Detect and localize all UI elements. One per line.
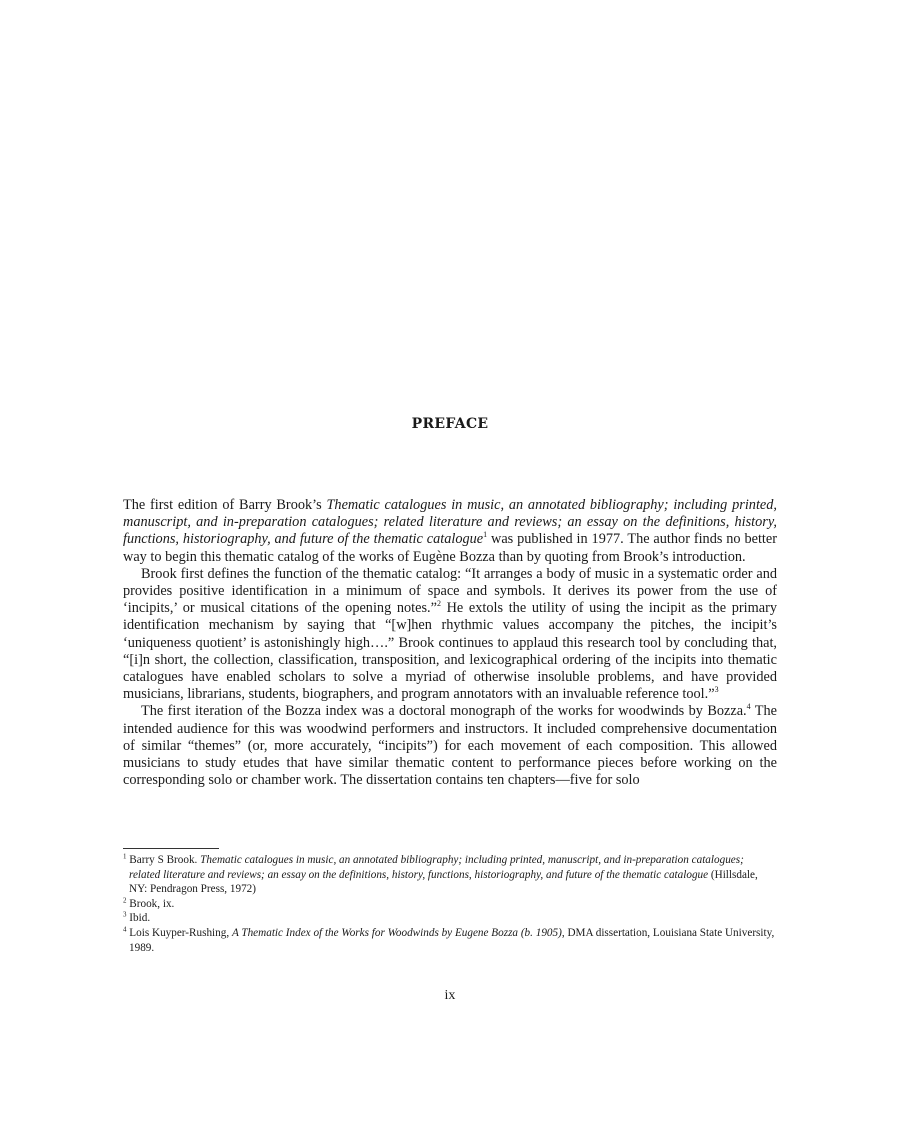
- footnote-title: Thematic catalogues in music, an annotated bibliography; including printed, manuscript, and in-preparation catalogues; related literature and reviews; an essay on the definitions, history, functions, historiography, and future of the thematic catalogue: [129, 854, 744, 881]
- paragraph-text: Brook first defines the function of the thematic catalog: “It arranges a body of music in a systematic order and provides positive identification in a minimum of space and symbols. It derives its power from the use of ‘incipits,’ or musical citations of the opening notes.”: [123, 565, 777, 617]
- footnote-text: Lois Kuyper-Rushing,: [126, 926, 232, 939]
- footnote-text: Barry S Brook.: [126, 854, 201, 866]
- footnote-3: [123, 911, 777, 926]
- footnote-text: (Hillsdale, NY: Pendragon Press, 1972): [129, 868, 758, 896]
- footnote-text: Ibid.: [126, 912, 151, 925]
- paragraph-text: The intended audience for this was woodwind performers and instructors. It included comprehensive documentation of similar “themes” (or, more accurately, “incipits”) for each movement of each composition. This allowed musicians to study etudes that have similar thematic content to performance pieces before working on the corresponding solo or chamber work. The dissertation contains ten chapters—five for solo: [123, 703, 777, 789]
- footnote-title: A Thematic Index of the Works for Woodwinds by Eugene Bozza (b. 1905): [231, 926, 562, 939]
- footnote-ref[interactable]: 3: [714, 685, 719, 695]
- footnote-ref[interactable]: 4: [746, 702, 751, 712]
- paragraph-text: The first edition of Barry Brook’s: [123, 497, 327, 513]
- page-number: ix: [444, 988, 456, 1003]
- footnote-number: 2: [123, 896, 127, 905]
- footnote-number: 4: [123, 925, 127, 934]
- footnote-ref[interactable]: 1: [483, 530, 488, 540]
- footnote-ref[interactable]: 2: [436, 599, 441, 609]
- book-title: Thematic catalogues in music, an annotated bibliography; including printed, manuscript, and in-preparation catalogues; related literature and reviews; an essay on the definitions, history, functions, historiography, and future of the thematic catalogue: [123, 497, 777, 548]
- footnote-divider: [123, 848, 219, 849]
- footnote-text: , DMA dissertation, Louisiana State University, 1989.: [129, 926, 775, 954]
- footnote-number: 1: [123, 852, 127, 861]
- footnote-number: 3: [123, 910, 127, 919]
- paragraph-2: [123, 566, 777, 704]
- footnote-text: Brook, ix.: [126, 897, 175, 910]
- footnote-2: [123, 897, 777, 912]
- page-title: PREFACE: [411, 416, 489, 432]
- paragraph-text: The first iteration of the Bozza index was a doctoral monograph of the works for woodwinds by Bozza.: [141, 703, 747, 720]
- footnotes: [123, 853, 777, 955]
- footnote-1: [123, 853, 777, 897]
- paragraph-text: He extols the utility of using the incipit as the primary identification mechanism by saying that “[w]hen rhythmic values accompany the pitches, the incipit’s ‘uniqueness quotient’ is astonishingly high….” Brook continues to applaud this research tool by concluding that, “[i]n short, the collection, classification, transposition, and lexicographical ordering of the incipits into thematic catalogues have enabled scholars to solve a myriad of otherwise insoluble problems, and have provided musicians, librarians, students, biographers, and program annotators with an invaluable reference tool.”: [123, 600, 777, 703]
- paragraph-text: was published in 1977. The author finds no better way to begin this thematic catalog of the works of Eugène Bozza than by quoting from Brook’s introduction.: [123, 531, 777, 565]
- paragraph-1: [123, 497, 777, 566]
- body-text: [123, 497, 777, 789]
- paragraph-3: [123, 703, 777, 789]
- footnote-4: [123, 926, 777, 955]
